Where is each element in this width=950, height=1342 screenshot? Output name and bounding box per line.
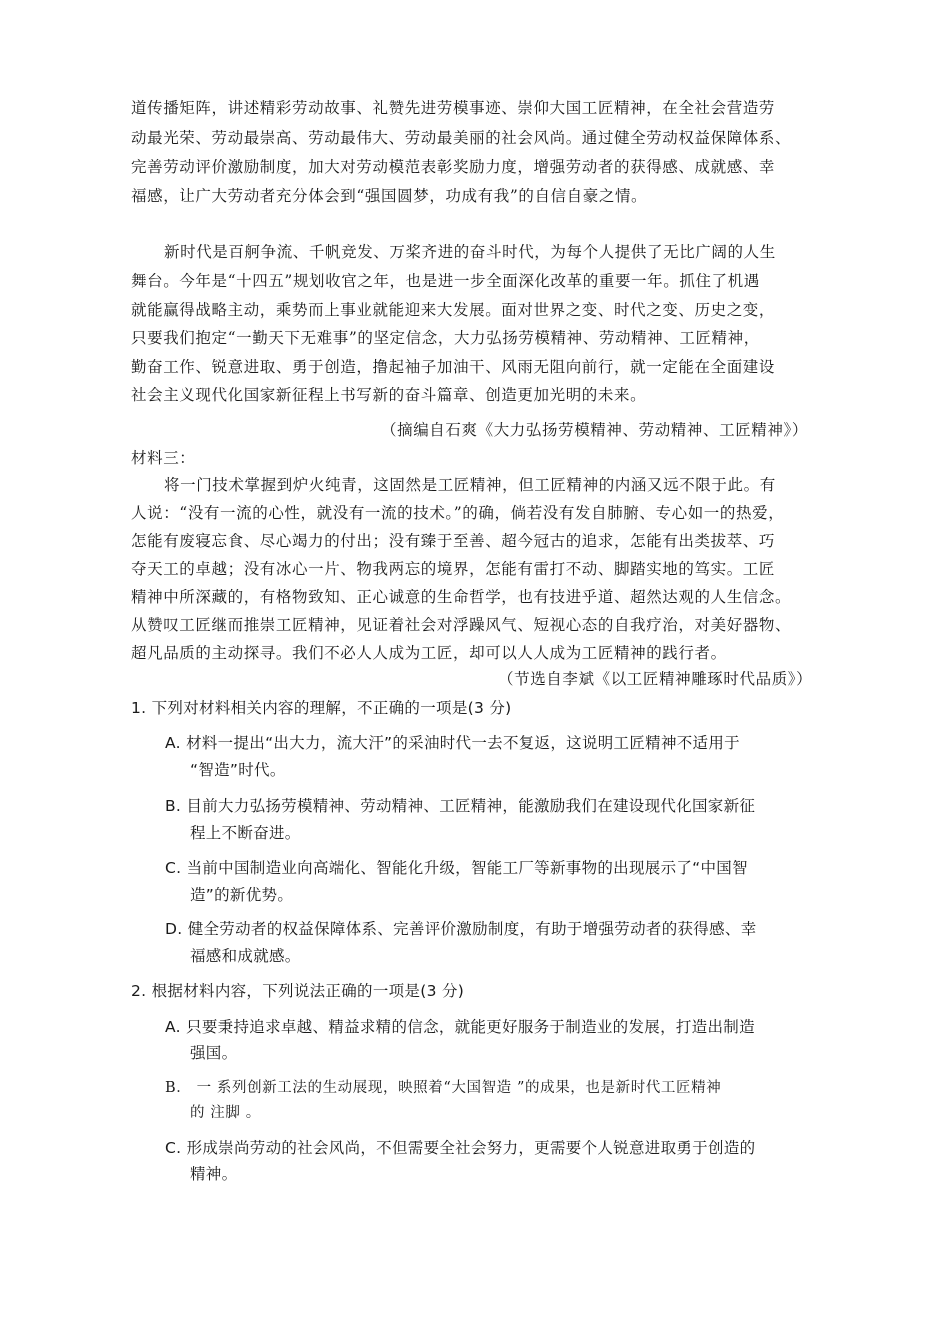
text-line: 从赞叹工匠继而推崇工匠精神，见证着社会对浮躁风气、短视心态的自我疗治，对美好器物、 xyxy=(131,616,792,634)
text-line: 夺天工的卓越；没有冰心一片、物我两忘的境界，怎能有雷打不动、脚踏实地的笃实。工匠 xyxy=(131,560,776,578)
text-line: 人说：“没有一流的心性，就没有一流的技术。”的确，倘若没有发自肺腑、专心如一的热爱， xyxy=(131,504,785,522)
text-line: 完善劳动评价激励制度，加大对劳动模范表彰奖励力度，增强劳动者的获得感、成就感、幸 xyxy=(131,158,776,176)
text-line: 只要我们抱定“一勤天下无难事”的坚定信念，大力弘扬劳模精神、劳动精神、工匠精神， xyxy=(131,329,760,347)
question-1-stem: 1. 下列对材料相关内容的理解，不正确的一项是(3 分) xyxy=(131,699,512,717)
text-line: 动最光荣、劳动最崇高、劳动最伟大、劳动最美丽的社会风尚。通过健全劳动权益保障体系、 xyxy=(131,129,792,147)
option-b: B. 目前大力弘扬劳模精神、劳动精神、工匠精神，能激励我们在建设现代化国家新征 xyxy=(165,797,756,815)
option-c: C. 当前中国制造业向高端化、智能化升级，智能工厂等新事物的出现展示了“中国智 xyxy=(165,859,748,877)
material-3-source: （节选自李斌《以工匠精神雕琢时代品质》） xyxy=(498,670,813,688)
text-line: 舞台。今年是“十四五”规划收官之年，也是进一步全面深化改革的重要一年。抓住了机遇 xyxy=(131,272,760,290)
option-d: D. 健全劳动者的权益保障体系、完善评价激励制度，有助于增强劳动者的获得感、幸 xyxy=(165,920,757,938)
text-line: 就能赢得战略主动，乘势而上事业就能迎来大发展。面对世界之变、时代之变、历史之变， xyxy=(131,301,776,319)
text-line: 福感，让广大劳动者充分体会到“强国圆梦，功成有我”的自信自豪之情。 xyxy=(131,187,648,205)
option-d-continued: 福感和成就感。 xyxy=(190,947,301,965)
option-c-continued: 精神。 xyxy=(190,1165,238,1183)
text-line: 将一门技术掌握到炉火纯青，这固然是工匠精神，但工匠精神的内涵又远不限于此。有 xyxy=(164,476,776,494)
text-line: 精神中所深藏的，有格物致知、正心诚意的生命哲学，也有技进乎道、超然达观的人生信念。 xyxy=(131,588,792,606)
option-a: A. 只要秉持追求卓越、精益求精的信念，就能更好服务于制造业的发展，打造出制造 xyxy=(165,1018,755,1036)
option-a-continued: “智造”时代。 xyxy=(190,761,286,779)
material-2-source: （摘编自石爽《大力弘扬劳模精神、劳动精神、工匠精神》） xyxy=(381,421,808,439)
option-a: A. 材料一提出“出大力，流大汗”的采油时代一去不复返，这说明工匠精神不适用于 xyxy=(165,734,740,752)
text-line: 社会主义现代化国家新征程上书写新的奋斗篇章、创造更加光明的未来。 xyxy=(131,386,647,404)
text-line: 怎能有废寝忘食、尽心竭力的付出；没有臻于至善、超今冠古的追求，怎能有出类拔萃、巧 xyxy=(131,532,776,550)
text-line: 新时代是百舸争流、千帆竞发、万桨齐进的奋斗时代，为每个人提供了无比广阔的人生 xyxy=(164,243,776,261)
text-line: 道传播矩阵，讲述精彩劳动故事、礼赞先进劳模事迹、崇仰大国工匠精神，在全社会营造劳 xyxy=(131,99,776,117)
question-2-stem: 2. 根据材料内容，下列说法正确的一项是(3 分) xyxy=(131,982,465,1000)
option-a-continued: 强国。 xyxy=(190,1044,238,1062)
text-line: 超凡品质的主动探寻。我们不必人人成为工匠，却可以人人成为工匠精神的践行者。 xyxy=(131,644,727,662)
option-b: B． 一 系列创新工法的生动展现，映照着“大国智造 ”的成果，也是新时代工匠精神 xyxy=(165,1080,722,1096)
option-b-continued: 程上不断奋进。 xyxy=(190,824,301,842)
material-3-label: 材料三： xyxy=(131,449,196,467)
option-c: C. 形成崇尚劳动的社会风尚，不但需要全社会努力，更需要个人锐意进取勇于创造的 xyxy=(165,1139,756,1157)
option-b-continued: 的 注脚 。 xyxy=(190,1105,261,1121)
text-line: 勤奋工作、锐意进取、勇于创造，撸起袖子加油干、风雨无阻向前行，就一定能在全面建设 xyxy=(131,358,776,376)
option-c-continued: 造”的新优势。 xyxy=(190,886,294,904)
